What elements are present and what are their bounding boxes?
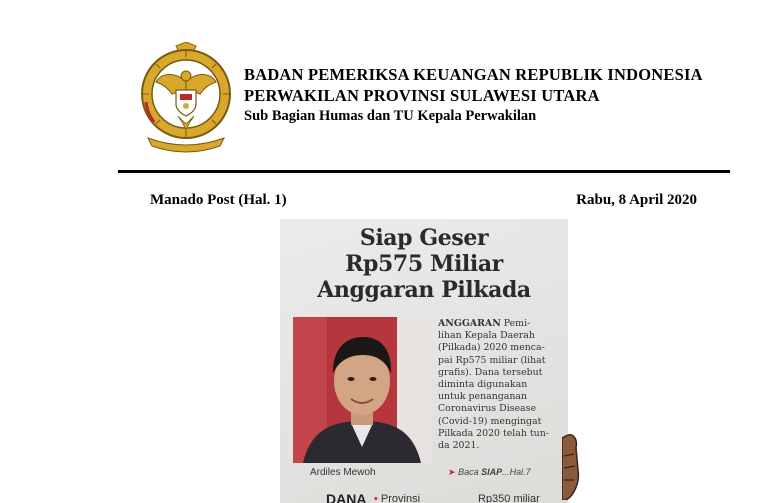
article-line: (Pilkada) 2020 menca- [438, 342, 545, 354]
bpk-garuda-seal-icon [132, 42, 240, 154]
article-line: (Covid-19) mengingat [438, 415, 542, 427]
article-line: lihan Kepala Daerah [438, 330, 535, 342]
org-subdivision: Sub Bagian Humas dan TU Kepala Perwakilan [244, 108, 537, 124]
org-name: BADAN PEMERIKSA KEUANGAN REPUBLIK INDONESIA [244, 65, 703, 84]
headline-line: Siap Geser [359, 225, 489, 251]
photo-caption: Ardiles Mewoh [310, 467, 376, 478]
article-line: untuk penanganan [438, 391, 528, 403]
see-prefix: Baca [458, 467, 479, 477]
arrow-right-icon: ➤ [448, 467, 456, 477]
headline-line: Rp575 Miliar [345, 251, 503, 277]
portrait-photo [293, 317, 431, 463]
graphic-category-label: Provinsi [380, 493, 421, 503]
newspaper-clipping [280, 219, 568, 503]
see-ref: SIAP [481, 467, 503, 477]
article-line: pai Rp575 miliar (lihat [438, 354, 546, 366]
letterhead-text [244, 64, 764, 126]
news-date: Rabu, 8 April 2020 [576, 192, 697, 208]
bullet-icon: • [374, 493, 378, 503]
article-line: da 2021. [438, 440, 480, 452]
org-branch: PERWAKILAN PROVINSI SULAWESI UTARA [244, 86, 600, 105]
graphic-label: DANA [326, 491, 367, 503]
article-line: grafis). Dana tersebut [438, 366, 543, 378]
graphic-amount: Rp350 miliar [478, 493, 540, 503]
header-divider [118, 170, 730, 173]
article-line: Pemi- [500, 318, 531, 329]
continuation-reference [448, 467, 531, 478]
see-suffix: ...Hal.7 [502, 467, 531, 477]
headline-line: Anggaran Pilkada [317, 277, 531, 303]
article-line: Pilkada 2020 telah tun- [438, 427, 549, 439]
graphic-preview-row [280, 491, 568, 503]
article-lead-word: ANGGARAN [438, 318, 501, 329]
article-line: Coronavirus Disease [438, 403, 536, 415]
article-line: diminta digunakan [438, 379, 528, 391]
clipping-headline [280, 225, 568, 303]
hand-graphic-icon [562, 430, 580, 500]
graphic-category [374, 493, 420, 503]
news-source: Manado Post (Hal. 1) [150, 192, 287, 208]
article-body [438, 318, 560, 452]
